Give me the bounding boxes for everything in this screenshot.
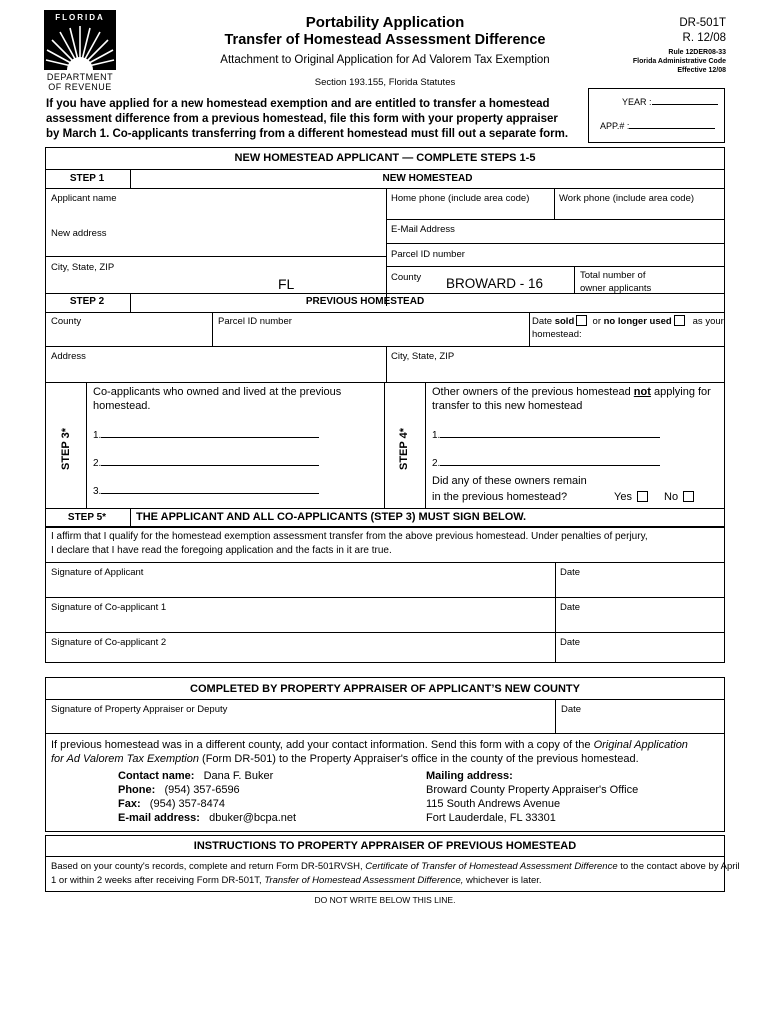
form-number: DR-501T <box>679 17 726 29</box>
florida-dor-logo <box>44 10 116 92</box>
form-revision: R. 12/08 <box>682 32 726 44</box>
new-address-label: New address <box>51 228 107 239</box>
logo-dept-line1: DEPARTMENT <box>46 72 114 82</box>
sig-co2-date-label: Date <box>560 637 581 648</box>
prev-city-state-zip-label: City, State, ZIP <box>391 351 455 362</box>
sig-co1-date-label: Date <box>560 602 581 613</box>
footer-note: DO NOT WRITE BELOW THIS LINE. <box>314 895 456 905</box>
sig-applicant-label: Signature of Applicant <box>51 567 144 578</box>
step5-title: THE APPLICANT AND ALL CO-APPLICANTS (STEP 3) MUST SIGN BELOW. <box>136 511 527 523</box>
appraiser-date-label: Date <box>561 704 582 715</box>
yes-option: Yes <box>614 491 648 503</box>
intro-line-3: by March 1. Co-applicants transferring from a different homestead must fill out a separate form. <box>46 128 569 140</box>
step1-label: STEP 1 <box>69 173 105 184</box>
step3-line2: homestead. <box>93 400 151 412</box>
co-applicant-3-field[interactable] <box>101 493 319 494</box>
mailing-address-line2: 115 South Andrews Avenue <box>426 798 561 810</box>
form-attachment: Attachment to Original Application for Ad Valorem Tax Exemption <box>220 54 550 66</box>
co-applicant-2: 2. <box>93 458 319 469</box>
state-value[interactable]: FL <box>278 276 295 292</box>
contact-email: E-mail address: dbuker@bcpa.net <box>118 812 297 824</box>
step2-title: PREVIOUS HOMESTEAD <box>305 296 425 307</box>
sig-co1-label: Signature of Co-applicant 1 <box>51 602 167 613</box>
co-applicant-1-field[interactable] <box>101 437 319 438</box>
sunburst-icon <box>44 22 116 70</box>
other-owner-1-field[interactable] <box>440 437 660 438</box>
intro-line-1: If you have applied for a new homestead exemption and are entitled to transfer a homestead <box>46 98 550 110</box>
sig-co1-field[interactable] <box>46 598 554 632</box>
step4-question1: Did any of these owners remain <box>432 475 587 487</box>
work-phone-label: Work phone (include area code) <box>559 193 695 204</box>
no-checkbox[interactable] <box>683 491 694 502</box>
logo-state-text: FLORIDA <box>55 13 105 22</box>
sold-checkbox[interactable] <box>576 315 587 326</box>
applicant-name-label: Applicant name <box>51 193 117 204</box>
step1-title: NEW HOMESTEAD <box>382 173 473 184</box>
sig-applicant-date-label: Date <box>560 567 581 578</box>
form-rule: Rule 12DER08-33 <box>668 49 726 56</box>
no-longer-used-checkbox[interactable] <box>674 315 685 326</box>
other-owner-2: 2. <box>432 458 660 469</box>
form-title: Portability Application <box>305 14 465 31</box>
mailing-address-line1: Broward County Property Appraiser's Office <box>426 784 639 796</box>
yes-checkbox[interactable] <box>637 491 648 502</box>
appraiser-sig-field[interactable] <box>46 700 554 733</box>
step4-line2: transfer to this new homestead <box>432 400 583 412</box>
home-phone-label: Home phone (include area code) <box>391 193 530 204</box>
logo-dept-line2: OF REVENUE <box>48 82 112 92</box>
year-label: YEAR : <box>622 97 718 107</box>
step3-line1: Co-applicants who owned and lived at the previous <box>93 386 342 398</box>
co-applicant-1: 1. <box>93 430 319 441</box>
step4-label: STEP 4* <box>398 428 410 470</box>
appraiser-sig-label: Signature of Property Appraiser or Deputy <box>51 704 228 715</box>
contact-phone: Phone: (954) 357-6596 <box>118 784 240 796</box>
new-applicant-heading: NEW HOMESTEAD APPLICANT — COMPLETE STEPS 1-5 <box>234 152 536 164</box>
step4-question2: in the previous homestead? <box>432 491 568 503</box>
form-subtitle: Transfer of Homestead Assessment Difference <box>224 32 546 48</box>
date-sold-label: Date sold or no longer used as your <box>532 316 724 327</box>
appraiser-new-heading: COMPLETED BY PROPERTY APPRAISER OF APPLICANT’S NEW COUNTY <box>190 683 580 695</box>
co-applicant-3: 3. <box>93 486 319 497</box>
appraiser-prev-text2: 1 or within 2 weeks after receiving Form DR-501T, Transfer of Homestead Assessment Difference, whichever is later. <box>51 875 542 886</box>
other-owner-2-field[interactable] <box>440 465 660 466</box>
co-applicant-2-field[interactable] <box>101 465 319 466</box>
contact-name: Contact name: Dana F. Buker <box>118 770 274 782</box>
mailing-address-line3: Fort Lauderdale, FL 33301 <box>426 812 556 824</box>
total-owners-label-1: Total number of <box>580 270 646 281</box>
prev-parcel-id-label: Parcel ID number <box>218 316 292 327</box>
sig-co2-label: Signature of Co-applicant 2 <box>51 637 167 648</box>
app-number-field[interactable] <box>629 128 715 129</box>
form-statute: Section 193.155, Florida Statutes <box>314 77 456 88</box>
prev-county-label: County <box>51 316 82 327</box>
county-label: County <box>391 272 422 283</box>
form-effective: Effective 12/08 <box>677 67 726 74</box>
step5-label: STEP 5* <box>67 512 107 523</box>
year-field[interactable] <box>652 104 718 105</box>
county-value[interactable]: BROWARD - 16 <box>446 276 544 291</box>
applicant-name-field[interactable] <box>46 189 385 219</box>
app-number-label: APP.# : <box>600 121 715 131</box>
affirm-line2: I declare that I have read the foregoing application and the facts in it are true. <box>51 545 392 556</box>
mailing-address-label: Mailing address: <box>426 770 513 782</box>
step4-line1: Other owners of the previous homestead not applying for <box>432 386 711 398</box>
city-state-zip-label: City, State, ZIP <box>51 262 115 273</box>
step2-label: STEP 2 <box>69 296 105 307</box>
no-option: No <box>664 491 694 503</box>
appraiser-prev-heading: INSTRUCTIONS TO PROPERTY APPRAISER OF PREVIOUS HOMESTEAD <box>193 840 577 852</box>
step3-label: STEP 3* <box>60 428 72 470</box>
form-admin-code: Florida Administrative Code <box>632 58 726 65</box>
total-owners-label-2: owner applicants <box>580 283 652 294</box>
sig-applicant-field[interactable] <box>46 563 554 597</box>
prev-address-label: Address <box>51 351 86 362</box>
appraiser-info-line1: If previous homestead was in a different county, add your contact information. Send this form with a copy of the Original Application <box>51 739 688 751</box>
homestead-label: homestead: <box>532 329 582 340</box>
appraiser-prev-text1: Based on your county's records, complete and return Form DR-501RVSH, Certificate of Transfer of Homestead Assessment Difference to the contact above by April <box>51 861 740 872</box>
email-label: E-Mail Address <box>391 224 455 235</box>
parcel-id-label: Parcel ID number <box>391 249 465 260</box>
affirm-line1: I affirm that I qualify for the homestead exemption assessment transfer from the above previous homestead. Under penalties of perjury, <box>51 531 648 542</box>
contact-fax: Fax: (954) 357-8474 <box>118 798 226 810</box>
sig-co2-field[interactable] <box>46 633 554 662</box>
other-owner-1: 1. <box>432 430 660 441</box>
intro-line-2: assessment difference from a previous homestead, file this form with your property appraiser <box>46 113 558 125</box>
appraiser-info-line2: for Ad Valorem Tax Exemption (Form DR-501) to the Property Appraiser's office in the county of the previous homestead. <box>51 753 639 765</box>
